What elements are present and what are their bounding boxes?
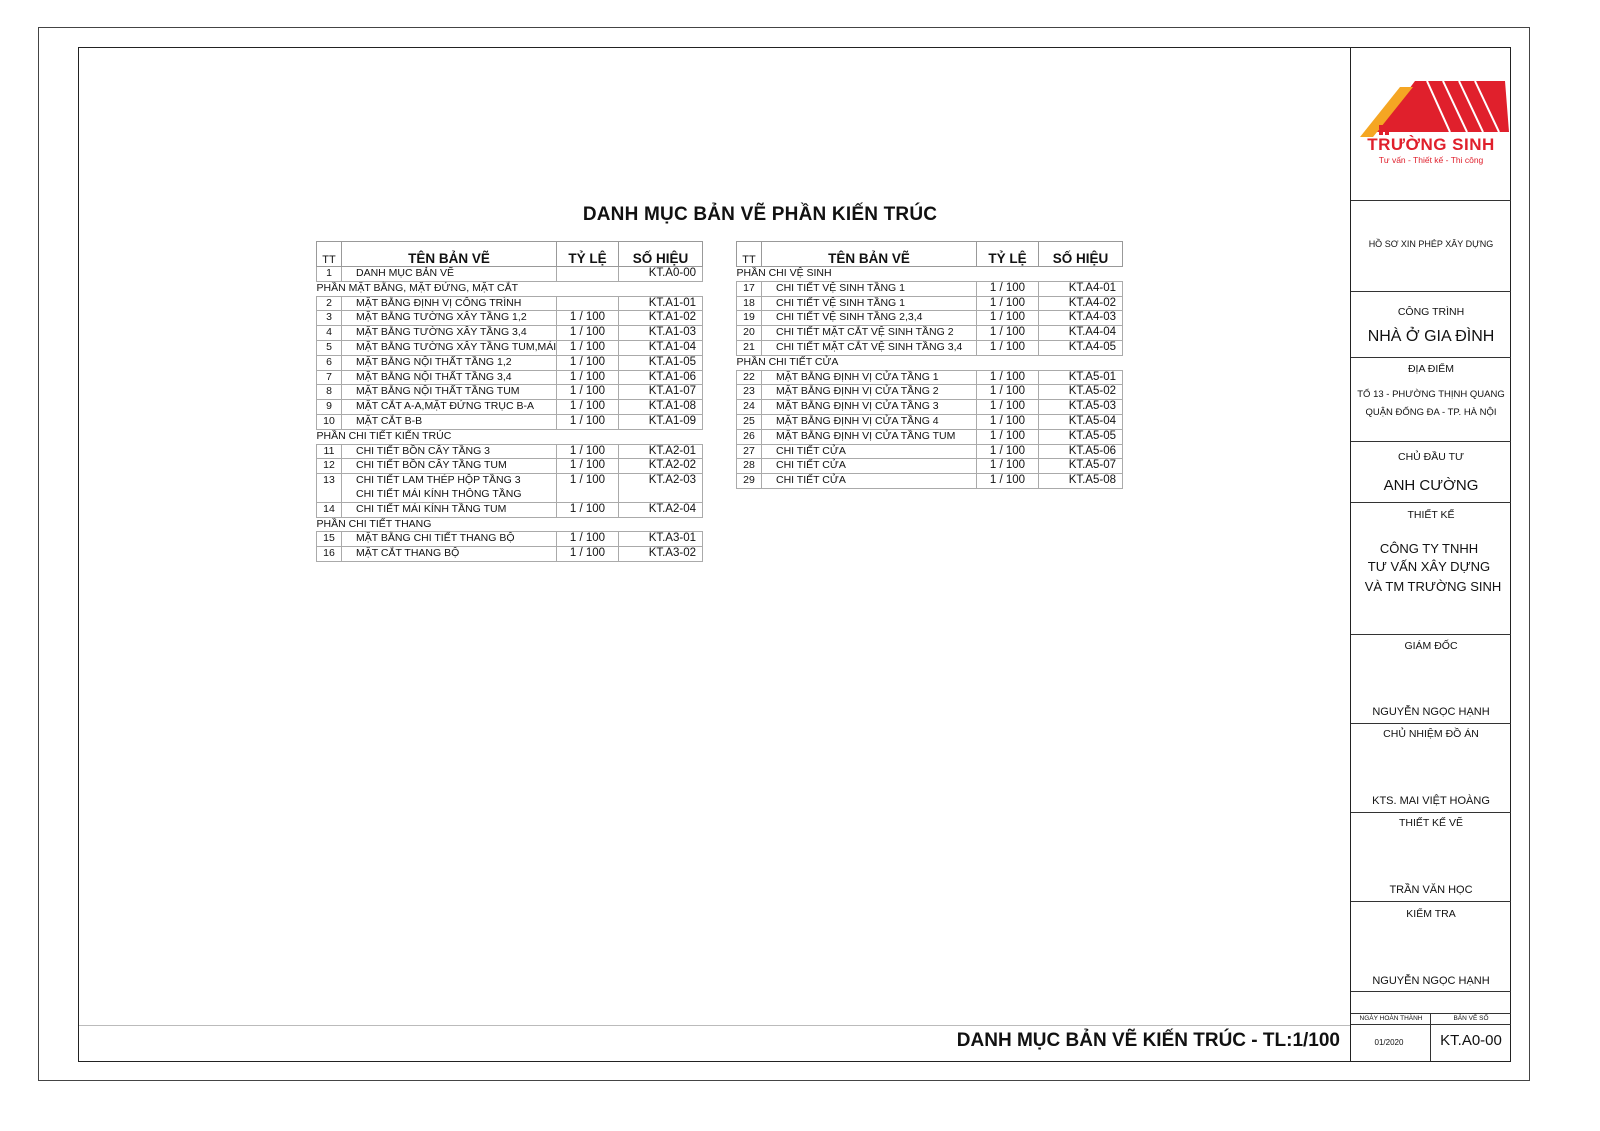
- row-number: 16: [317, 547, 342, 562]
- table-row: [737, 281, 1123, 296]
- drawing-scale: 1 / 100: [557, 459, 619, 474]
- row-number: 20: [737, 326, 762, 341]
- row-number: 21: [737, 340, 762, 355]
- row-number: 18: [737, 296, 762, 311]
- header-tt: TT: [737, 242, 762, 267]
- table-row: [737, 340, 1123, 355]
- drawing-name: CHI TIẾT BỒN CÂY TẦNG 3: [342, 444, 557, 459]
- table-row: [317, 502, 703, 517]
- drawing-name: MẶT CẮT B-B: [342, 414, 557, 429]
- table-row: [317, 385, 703, 400]
- design-cell: [1351, 503, 1511, 635]
- table-row: [317, 444, 703, 459]
- header-name: TÊN BẢN VẼ: [342, 242, 557, 267]
- drawing-scale: 1 / 100: [977, 281, 1039, 296]
- drawing-list-right: [736, 241, 1123, 489]
- project-cell: [1351, 292, 1511, 358]
- row-number: 12: [317, 459, 342, 474]
- table-row: [317, 267, 703, 282]
- drawing-code: KT.A1-01: [619, 296, 703, 311]
- pm-name: KTS. MAI VIỆT HOÀNG: [1372, 795, 1490, 807]
- drawing-code: KT.A1-07: [619, 385, 703, 400]
- logo-text: TRƯỜNG SINH: [1367, 135, 1495, 154]
- drawing-code: KT.A5-07: [1039, 459, 1123, 474]
- drawing-scale: 1 / 100: [557, 355, 619, 370]
- drawing-scale: 1 / 100: [977, 429, 1039, 444]
- checker-cell: [1351, 902, 1511, 992]
- table-row: [317, 355, 703, 370]
- section-row: [737, 355, 1123, 370]
- drawing-name: CHI TIẾT VỆ SINH TẦNG 2,3,4: [762, 311, 977, 326]
- row-number: 23: [737, 385, 762, 400]
- drawing-scale: 1 / 100: [557, 385, 619, 400]
- drawing-name: MẶT BẰNG CHI TIẾT THANG BỘ: [342, 532, 557, 547]
- drawing-scale: 1 / 100: [557, 474, 619, 488]
- drawing-scale: 1 / 100: [557, 502, 619, 517]
- drawing-code: KT.A1-03: [619, 326, 703, 341]
- header-tt: TT: [317, 242, 342, 267]
- section-title: PHẦN CHI TIẾT THANG: [317, 517, 703, 532]
- drawing-code: KT.A1-06: [619, 370, 703, 385]
- table-row: [737, 385, 1123, 400]
- table-row: [737, 444, 1123, 459]
- section-title: PHẦN CHI TIẾT KIẾN TRÚC: [317, 429, 703, 444]
- location-line1: TỔ 13 - PHƯỜNG THỊNH QUANG: [1357, 389, 1505, 400]
- director-label: GIÁM ĐỐC: [1404, 640, 1458, 652]
- drawing-code: KT.A5-08: [1039, 474, 1123, 489]
- table-row: [317, 547, 703, 562]
- header-code: SỐ HIỆU: [619, 242, 703, 267]
- drawing-scale: 1 / 100: [977, 474, 1039, 489]
- drawing-name: MẶT BẰNG ĐỊNH VỊ CỬA TẦNG 1: [762, 370, 977, 385]
- drawing-code: KT.A1-02: [619, 311, 703, 326]
- row-number: 4: [317, 326, 342, 341]
- drawing-code: KT.A3-01: [619, 532, 703, 547]
- drafter-label: THIẾT KẾ VẼ: [1399, 817, 1463, 829]
- table-row: [317, 340, 703, 355]
- drawing-name: MẶT BẰNG ĐỊNH VỊ CỬA TẦNG 2: [762, 385, 977, 400]
- table-row: [317, 532, 703, 547]
- drawing-code: KT.A2-04: [619, 502, 703, 517]
- drafter-name: TRẦN VĂN HỌC: [1389, 884, 1473, 896]
- drawing-scale: 1 / 100: [557, 414, 619, 429]
- row-number: 26: [737, 429, 762, 444]
- row-number: 6: [317, 355, 342, 370]
- drawing-code: KT.A4-05: [1039, 340, 1123, 355]
- drawing-code: KT.A5-05: [1039, 429, 1123, 444]
- drawing-scale: 1 / 100: [557, 340, 619, 355]
- table-row-continuation: [317, 488, 703, 502]
- design-label: THIẾT KẾ: [1407, 509, 1455, 521]
- row-number: 3: [317, 311, 342, 326]
- location-line2: QUẬN ĐỐNG ĐA - TP. HÀ NỘI: [1365, 407, 1497, 418]
- drawing-code: KT.A1-08: [619, 400, 703, 415]
- header-code: SỐ HIỆU: [1039, 242, 1123, 267]
- drawing-code: KT.A2-01: [619, 444, 703, 459]
- row-number: 8: [317, 385, 342, 400]
- table-row: [317, 370, 703, 385]
- drawing-scale: 1 / 100: [557, 547, 619, 562]
- design-line2: TƯ VẤN XÂY DỰNG: [1367, 559, 1491, 574]
- drawing-code: KT.A4-01: [1039, 281, 1123, 296]
- table-row: [737, 370, 1123, 385]
- investor-value: ANH CƯỜNG: [1383, 477, 1479, 494]
- table-row: [317, 296, 703, 311]
- drawing-code: KT.A2-03: [619, 474, 703, 488]
- date-cell: [1351, 1014, 1431, 1061]
- drawing-code: KT.A4-02: [1039, 296, 1123, 311]
- drawing-code: KT.A5-02: [1039, 385, 1123, 400]
- project-label: CÔNG TRÌNH: [1397, 306, 1465, 318]
- drawing-name: CHI TIẾT CỬA: [762, 474, 977, 489]
- table-row: [317, 474, 703, 488]
- drawing-code: KT.A4-04: [1039, 326, 1123, 341]
- drawing-code: KT.A2-02: [619, 459, 703, 474]
- row-number: 7: [317, 370, 342, 385]
- drawing-list-left: [316, 241, 703, 562]
- row-number: 13: [317, 474, 342, 488]
- drawing-code: KT.A1-04: [619, 340, 703, 355]
- drawing-scale: 1 / 100: [977, 414, 1039, 429]
- row-number: 25: [737, 414, 762, 429]
- header-scale: TỶ LỆ: [977, 242, 1039, 267]
- footer-divider: [79, 1025, 1351, 1026]
- table-row: [737, 296, 1123, 311]
- project-value: NHÀ Ở GIA ĐÌNH: [1367, 328, 1495, 345]
- table-row: [317, 311, 703, 326]
- row-number: 15: [317, 532, 342, 547]
- table-row: [317, 400, 703, 415]
- footer-title: DANH MỤC BẢN VẼ KIẾN TRÚC - TL:1/100: [956, 1030, 1340, 1051]
- row-number: 17: [737, 281, 762, 296]
- sheet-number: KT.A0-00: [1440, 1032, 1502, 1049]
- drafter-cell: [1351, 813, 1511, 902]
- drawing-scale: 1 / 100: [977, 311, 1039, 326]
- drawing-code: KT.A5-06: [1039, 444, 1123, 459]
- drawing-scale: 1 / 100: [557, 444, 619, 459]
- section-row: [737, 267, 1123, 282]
- drawing-name: MẶT CẮT THANG BỘ: [342, 547, 557, 562]
- drawing-scale: 1 / 100: [557, 311, 619, 326]
- drawing-name: CHI TIẾT MẶT CẮT VỆ SINH TẦNG 2: [762, 326, 977, 341]
- drawing-scale: 1 / 100: [557, 400, 619, 415]
- empty-cell: [317, 488, 342, 502]
- drawing-name: MẶT BẰNG ĐỊNH VỊ CỬA TẦNG 3: [762, 400, 977, 415]
- section-row: [317, 281, 703, 296]
- row-number: 29: [737, 474, 762, 489]
- drawing-code: KT.A5-04: [1039, 414, 1123, 429]
- logo-tagline: Tư vấn - Thiết kế - Thi công: [1378, 155, 1484, 165]
- section-title: PHẦN CHI VỆ SINH: [737, 267, 1123, 282]
- table-row: [317, 326, 703, 341]
- pm-label: CHỦ NHIỆM ĐỒ ÁN: [1383, 728, 1479, 740]
- drawing-name: CHI TIẾT LAM THÉP HỘP TẦNG 3: [342, 474, 557, 488]
- drawing-code: KT.A3-02: [619, 547, 703, 562]
- row-number: 2: [317, 296, 342, 311]
- date-label: NGÀY HOÀN THÀNH: [1351, 1014, 1431, 1025]
- drawing-name: MẶT BẰNG ĐỊNH VỊ CỬA TẦNG 4: [762, 414, 977, 429]
- drawing-name: CHI TIẾT BỒN CÂY TẦNG TUM: [342, 459, 557, 474]
- director-cell: [1351, 635, 1511, 724]
- drawing-name: MẶT BẰNG NỘI THẤT TẦNG 1,2: [342, 355, 557, 370]
- design-line1: CÔNG TY TNHH: [1379, 541, 1479, 556]
- drawing-scale: 1 / 100: [977, 385, 1039, 400]
- section-row: [317, 517, 703, 532]
- drawing-name: CHI TIẾT CỬA: [762, 459, 977, 474]
- drawing-name: CHI TIẾT CỬA: [762, 444, 977, 459]
- pm-cell: [1351, 724, 1511, 813]
- header-scale: TỶ LỆ: [557, 242, 619, 267]
- row-number: 28: [737, 459, 762, 474]
- drawing-name: MẶT BẰNG NỘI THẤT TẦNG 3,4: [342, 370, 557, 385]
- row-number: 10: [317, 414, 342, 429]
- drawing-code: KT.A1-05: [619, 355, 703, 370]
- logo-cell: [1351, 47, 1511, 201]
- row-number: 27: [737, 444, 762, 459]
- investor-cell: [1351, 442, 1511, 503]
- drawing-name: MẶT CẮT A-A,MẶT ĐỨNG TRỤC B-A: [342, 400, 557, 415]
- section-title: PHẦN MẶT BẰNG, MẶT ĐỨNG, MẶT CẮT: [317, 281, 703, 296]
- location-label: ĐỊA ĐIỂM: [1407, 363, 1455, 375]
- spacer-cell: [1351, 992, 1511, 1014]
- table-header: [737, 242, 1123, 267]
- dossier-cell: [1351, 201, 1511, 292]
- table-header: [317, 242, 703, 267]
- drawing-name: MẶT BẰNG TƯỜNG XÂY TẦNG 1,2: [342, 311, 557, 326]
- page-title: DANH MỤC BẢN VẼ PHẦN KIẾN TRÚC: [582, 204, 938, 225]
- drawing-name: MẶT BẰNG ĐỊNH VỊ CỬA TẦNG TUM: [762, 429, 977, 444]
- dossier-text: HỒ SƠ XIN PHÉP XÂY DỰNG: [1368, 239, 1494, 249]
- table-row: [737, 311, 1123, 326]
- drawing-scale: 1 / 100: [557, 532, 619, 547]
- drawing-name: MẶT BẰNG TƯỜNG XÂY TẦNG 3,4: [342, 326, 557, 341]
- drawing-name: CHI TIẾT MẶT CẮT VỆ SINH TẦNG 3,4: [762, 340, 977, 355]
- table-row: [317, 414, 703, 429]
- drawing-scale: 1 / 100: [977, 459, 1039, 474]
- drawing-name: MẶT BẰNG ĐỊNH VỊ CÔNG TRÌNH: [342, 296, 557, 311]
- row-number: 9: [317, 400, 342, 415]
- table-row: [737, 429, 1123, 444]
- empty-cell: [557, 488, 619, 502]
- drawing-name: MẶT BẰNG TƯỜNG XÂY TẦNG TUM,MÁI: [342, 340, 557, 355]
- header-name: TÊN BẢN VẼ: [762, 242, 977, 267]
- table-row: [317, 459, 703, 474]
- date-value: 01/2020: [1374, 1038, 1404, 1047]
- drawing-scale: 1 / 100: [977, 340, 1039, 355]
- table-row: [737, 459, 1123, 474]
- director-name: NGUYỄN NGỌC HẠNH: [1372, 706, 1490, 718]
- table-row: [737, 400, 1123, 415]
- row-number: 22: [737, 370, 762, 385]
- drawing-scale: 1 / 100: [977, 400, 1039, 415]
- drawing-name: CHI TIẾT VỆ SINH TẦNG 1: [762, 296, 977, 311]
- sheet-label: BẢN VẼ SỐ: [1431, 1014, 1511, 1025]
- drawing-scale: 1 / 100: [557, 326, 619, 341]
- row-number: 14: [317, 502, 342, 517]
- drawing-name: CHI TIẾT MÁI KÍNH THÔNG TẦNG: [342, 488, 557, 502]
- drawing-scale: 1 / 100: [977, 296, 1039, 311]
- drawing-name: DANH MỤC BẢN VẼ: [342, 267, 557, 282]
- drawing-scale: [557, 267, 619, 282]
- drawing-scale: 1 / 100: [557, 370, 619, 385]
- location-cell: [1351, 358, 1511, 442]
- drawing-scale: 1 / 100: [977, 326, 1039, 341]
- drawing-name: MẶT BẰNG NỘI THẤT TẦNG TUM: [342, 385, 557, 400]
- table-row: [737, 414, 1123, 429]
- row-number: 24: [737, 400, 762, 415]
- check-label: KIỂM TRA: [1406, 908, 1456, 920]
- section-row: [317, 429, 703, 444]
- row-number: 19: [737, 311, 762, 326]
- drawing-name: CHI TIẾT VỆ SINH TẦNG 1: [762, 281, 977, 296]
- table-row: [737, 474, 1123, 489]
- row-number: 1: [317, 267, 342, 282]
- title-block: [1350, 47, 1511, 1062]
- drawing-scale: [557, 296, 619, 311]
- investor-label: CHỦ ĐẦU TƯ: [1398, 451, 1464, 463]
- row-number: 5: [317, 340, 342, 355]
- drawing-code: KT.A0-00: [619, 267, 703, 282]
- drawing-scale: 1 / 100: [977, 444, 1039, 459]
- drawing-code: KT.A5-03: [1039, 400, 1123, 415]
- checker-name: NGUYỄN NGỌC HẠNH: [1372, 975, 1490, 987]
- drawing-code: KT.A1-09: [619, 414, 703, 429]
- table-row: [737, 326, 1123, 341]
- drawing-code: KT.A4-03: [1039, 311, 1123, 326]
- design-line3: VÀ TM TRƯỜNG SINH: [1364, 579, 1502, 594]
- drawing-frame: [78, 47, 1511, 1062]
- section-title: PHẦN CHI TIẾT CỬA: [737, 355, 1123, 370]
- drawing-code: KT.A5-01: [1039, 370, 1123, 385]
- drawing-scale: 1 / 100: [977, 370, 1039, 385]
- sheet-cell: [1431, 1014, 1511, 1061]
- empty-cell: [619, 488, 703, 502]
- row-number: 11: [317, 444, 342, 459]
- drawing-name: CHI TIẾT MÁI KÍNH TẦNG TUM: [342, 502, 557, 517]
